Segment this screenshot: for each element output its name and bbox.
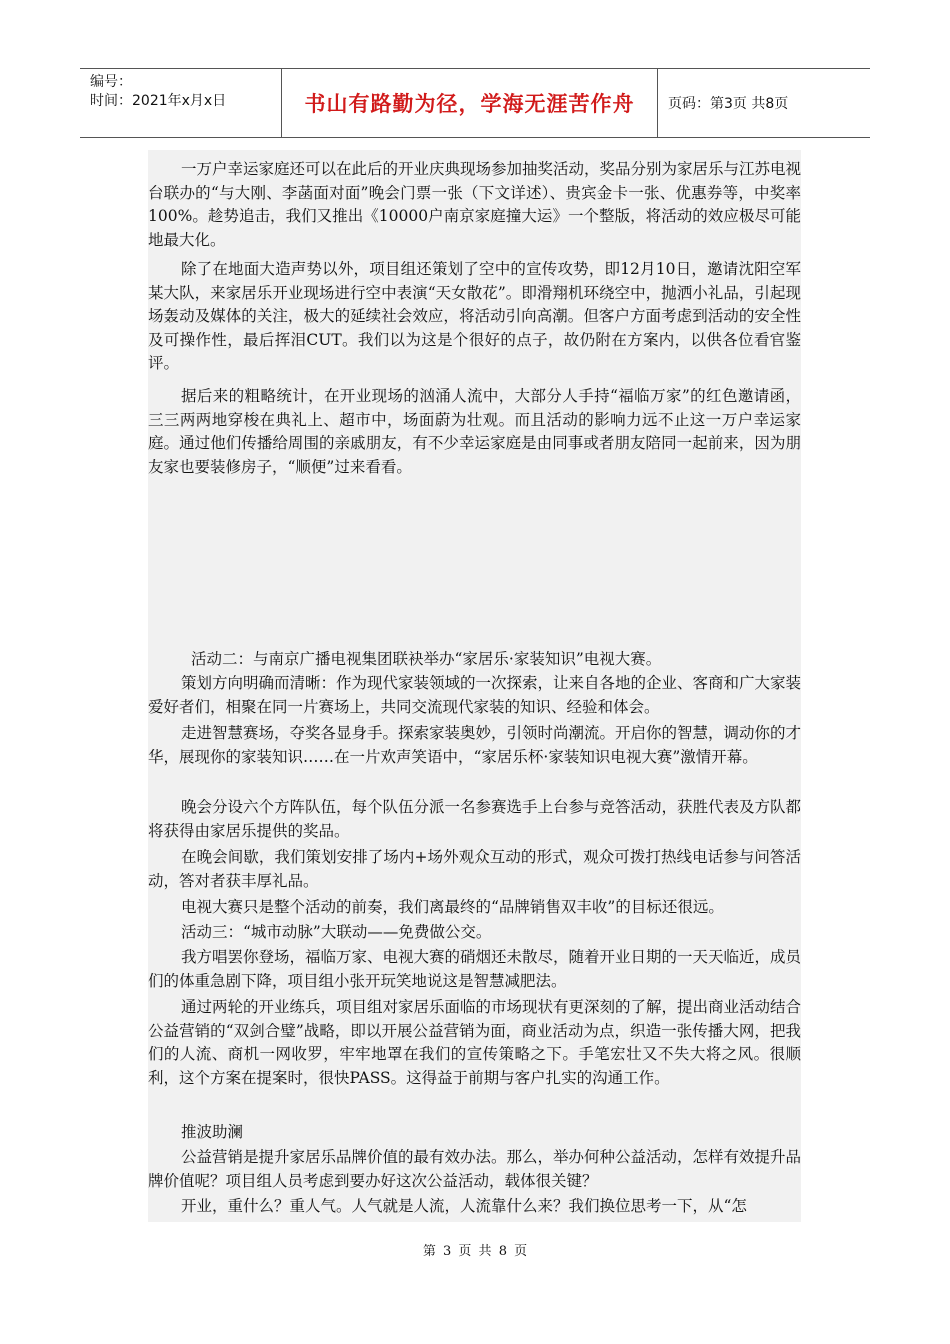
header-meta bbox=[80, 69, 282, 137]
paragraph-3: 据后来的粗略统计，在开业现场的汹涌人流中，大部分人手持“福临万家”的红色邀请函，三三两两地穿梭在典礼上、超市中，场面蔚为壮观。而且活动的影响力远不止这一万户幸运家庭。通过他们传播给周围的亲戚朋友，有不少幸运家庭是由同事或者朋友陪同一起前来，因为朋友家也要装修房子，“顺便”过来看看。 bbox=[148, 387, 801, 476]
paragraph-2: 除了在地面大造声势以外，项目组还策划了空中的宣传攻势，即12月10日，邀请沈阳空军某大队，来家居乐开业现场进行空中表演“天女散花”。即滑翔机环绕空中，抛洒小礼品，引起现场轰动及媒体的关注，极大的延续社会效应，将活动引向高潮。但客户方面考虑到活动的安全性及可操作性，最后挥泪CUT。我们以为这是个很好的点子，故仍附在方案内，以供各位看官鉴评。 bbox=[148, 260, 801, 373]
header-page-number: 页码：第3页 共8页 bbox=[668, 96, 789, 112]
activity-three-heading: 活动三：“城市动脉”大联动——免费做公交。 bbox=[181, 923, 492, 941]
document-body bbox=[148, 150, 801, 1222]
paragraph-1: 一万户幸运家庭还可以在此后的开业庆典现场参加抽奖活动，奖品分别为家居乐与江苏电视台联办的“与大刚、李菡面对面”晚会门票一张（下文详述）、贵宾金卡一张、优惠券等，中奖率100%。趁势追击，我们又推出《10000户南京家庭撞大运》一个整版，将活动的效应极尽可能地最大化。 bbox=[148, 160, 802, 249]
paragraph-14: 公益营销是提升家居乐品牌价值的最有效办法。那么，举办何种公益活动，怎样有效提升品牌价值呢？项目组人员考虑到要办好这次公益活动，载体很关键？ bbox=[148, 1148, 802, 1190]
header-motto: 书山有路勤为径，学海无涯苦作舟 bbox=[282, 69, 658, 137]
document-number: 编号： bbox=[90, 74, 132, 90]
paragraph-5: 策划方向明确而清晰：作为现代家装领域的一次探索，让来自各地的企业、客商和广大家装爱好者们，相聚在同一片赛场上，共同交流现代家装的知识、经验和体会。 bbox=[148, 674, 802, 716]
paragraph-8: 在晚会间歇，我们策划安排了场内+场外观众互动的形式，观众可拨打热线电话参与问答活动，答对者获丰厚礼品。 bbox=[148, 848, 801, 890]
section-heading-tuibozhulan: 推波助澜 bbox=[181, 1123, 244, 1141]
paragraph-12: 通过两轮的开业练兵，项目组对家居乐面临的市场现状有更深刻的了解，提出商业活动结合公益营销的“双剑合璧”战略，即以开展公益营销为面，商业活动为点，织造一张传播大网，把我们的人流、商机一网收罗，牢牢地罩在我们的宣传策略之下。手笔宏壮又不失大将之风。很顺利，这个方案在提案时，很快PASS。这得益于前期与客户扎实的沟通工作。 bbox=[148, 998, 802, 1087]
activity-two-heading: 活动二：与南京广播电视集团联袂举办“家居乐·家装知识”电视大赛。 bbox=[191, 650, 662, 668]
document-date: 时间：2021年x月x日 bbox=[90, 93, 227, 109]
paragraph-6: 走进智慧赛场，夺奖各显身手。探索家装奥妙，引领时尚潮流。开启你的智慧，调动你的才华，展现你的家装知识……在一片欢声笑语中，“家居乐杯·家装知识电视大赛”激情开幕。 bbox=[148, 724, 802, 766]
page-footer: 第 3 页 共 8 页 bbox=[422, 1244, 528, 1259]
paragraph-7: 晚会分设六个方阵队伍，每个队伍分派一名参赛选手上台参与竞答活动，获胜代表及方队都将获得由家居乐提供的奖品。 bbox=[148, 798, 802, 840]
paragraph-11: 我方唱罢你登场，福临万家、电视大赛的硝烟还未散尽，随着开业日期的一天天临近，成员们的体重急剧下降，项目组小张开玩笑地说这是智慧减肥法。 bbox=[148, 948, 802, 990]
page-header bbox=[80, 68, 870, 138]
paragraph-9: 电视大赛只是整个活动的前奏，我们离最终的“品牌销售双丰收”的目标还很远。 bbox=[181, 898, 724, 916]
paragraph-15: 开业，重什么？重人气。人气就是人流，人流靠什么来？我们换位思考一下，从“怎 bbox=[181, 1197, 747, 1215]
